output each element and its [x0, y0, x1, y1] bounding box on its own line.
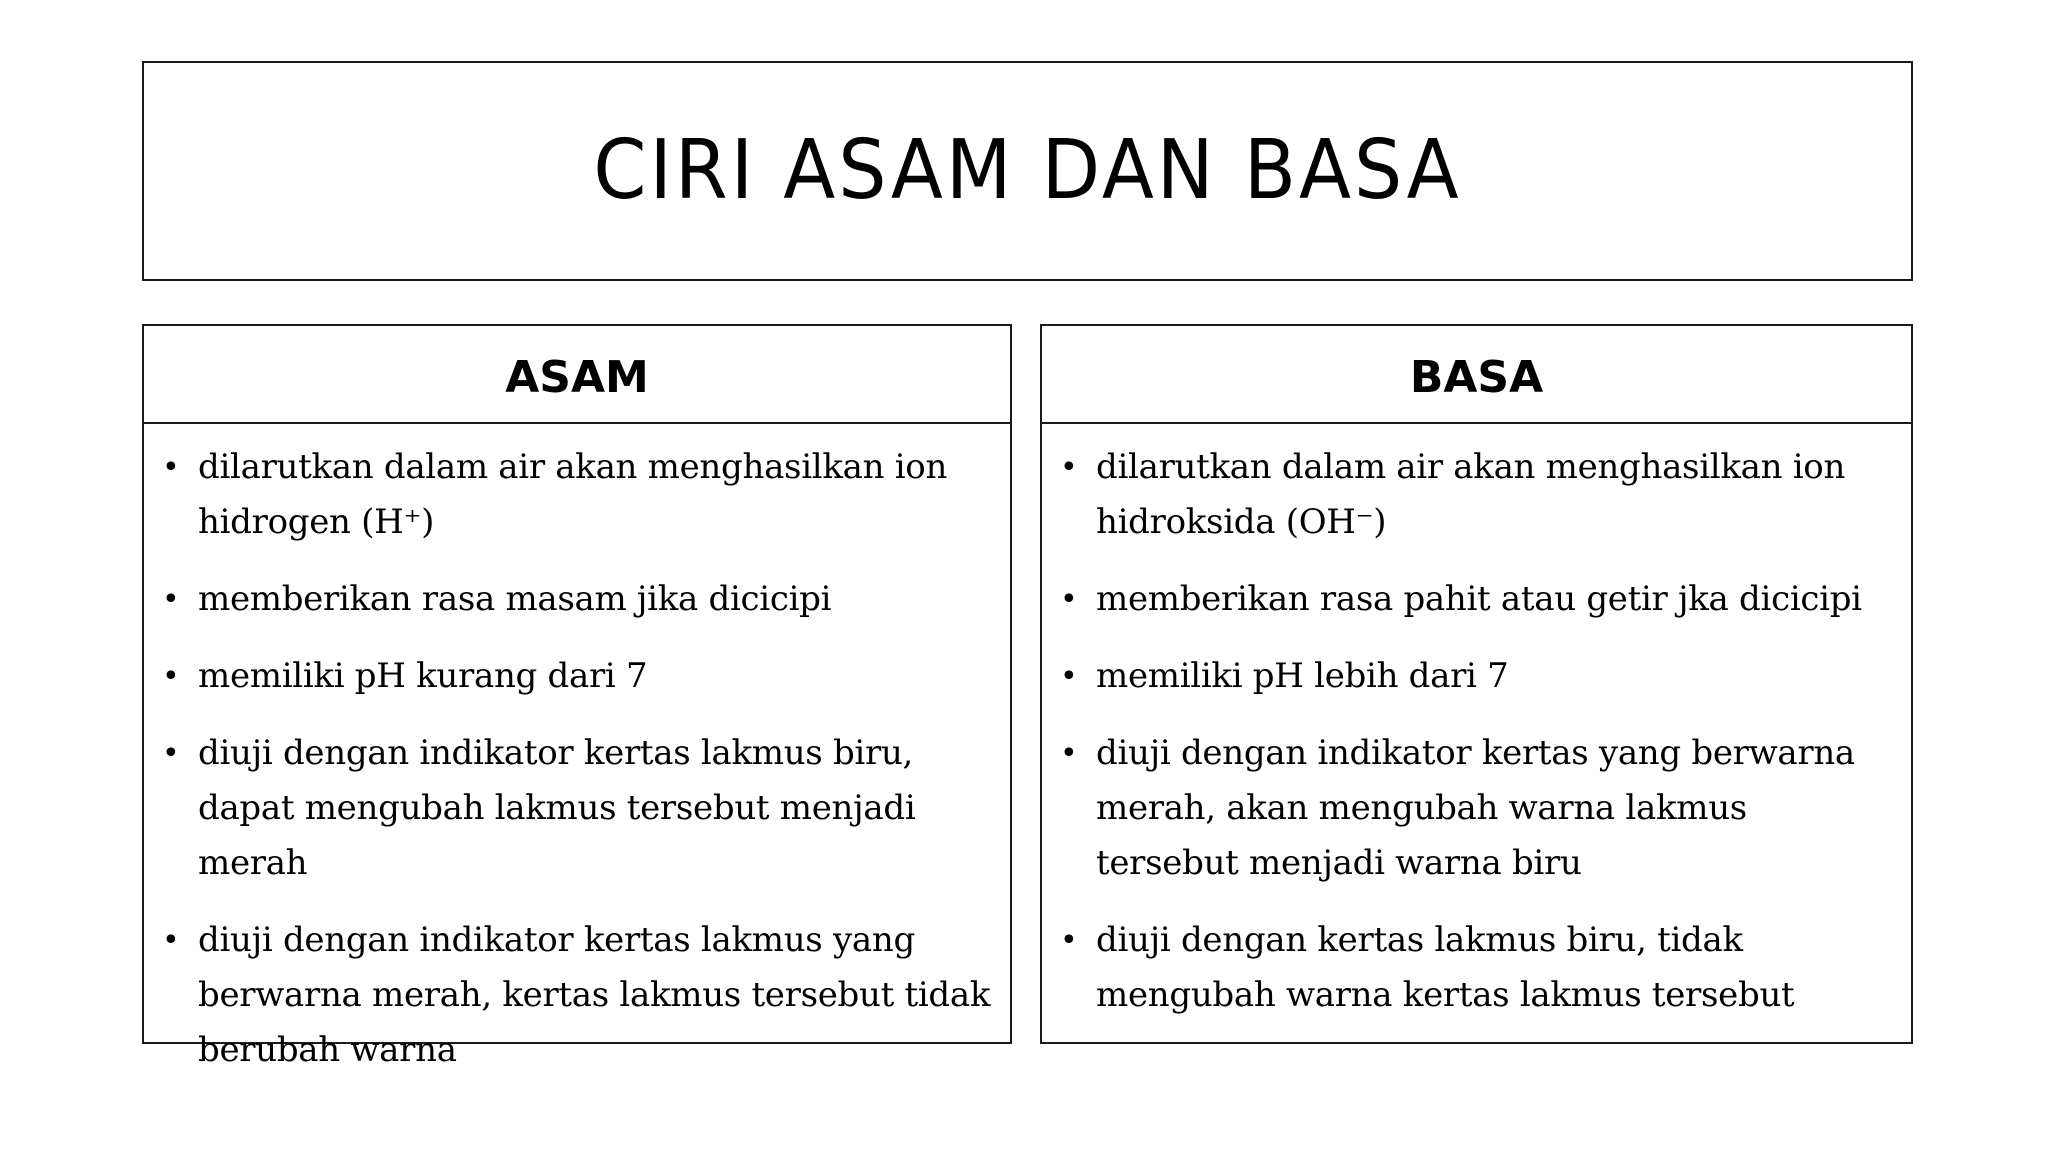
list-item: • diuji dengan kertas lakmus biru, tidak mengubah warna kertas lakmus tersebut	[1054, 913, 1897, 1023]
asam-panel	[142, 324, 1012, 1070]
basa-heading: BASA	[1042, 326, 1911, 424]
list-item: • dilarutkan dalam air akan menghasilkan ion hidroksida (OH⁻)	[1054, 440, 1897, 550]
slide-title: CIRI ASAM DAN BASA	[593, 120, 1462, 218]
list-item: • dilarutkan dalam air akan menghasilkan ion hidrogen (H⁺)	[156, 440, 996, 550]
list-item: • memberikan rasa pahit atau getir jka dicicipi	[1054, 572, 1897, 627]
bullet-icon: •	[1060, 582, 1078, 617]
title-box	[142, 61, 1913, 281]
basa-list	[1042, 424, 1911, 1023]
bullet-icon: •	[162, 736, 180, 771]
bullet-icon: •	[1060, 659, 1078, 694]
list-item: • diuji dengan indikator kertas lakmus biru, dapat mengubah lakmus tersebut menjadi merah	[156, 726, 996, 891]
bullet-icon: •	[1060, 450, 1078, 485]
bullet-icon: •	[162, 582, 180, 617]
bullet-icon: •	[1060, 923, 1078, 958]
list-item: • memiliki pH lebih dari 7	[1054, 649, 1897, 704]
list-item: • diuji dengan indikator kertas lakmus yang berwarna merah, kertas lakmus tersebut tidak berubah warna	[156, 913, 996, 1078]
list-item: • memberikan rasa masam jika dicicipi	[156, 572, 996, 627]
asam-list	[144, 424, 1010, 1078]
list-item: • diuji dengan indikator kertas yang berwarna merah, akan mengubah warna lakmus tersebut menjadi warna biru	[1054, 726, 1897, 891]
bullet-icon: •	[1060, 736, 1078, 771]
bullet-icon: •	[162, 659, 180, 694]
asam-heading: ASAM	[144, 326, 1010, 424]
bullet-icon: •	[162, 450, 180, 485]
bullet-icon: •	[162, 923, 180, 958]
basa-panel	[1040, 324, 1913, 1044]
list-item: • memiliki pH kurang dari 7	[156, 649, 996, 704]
